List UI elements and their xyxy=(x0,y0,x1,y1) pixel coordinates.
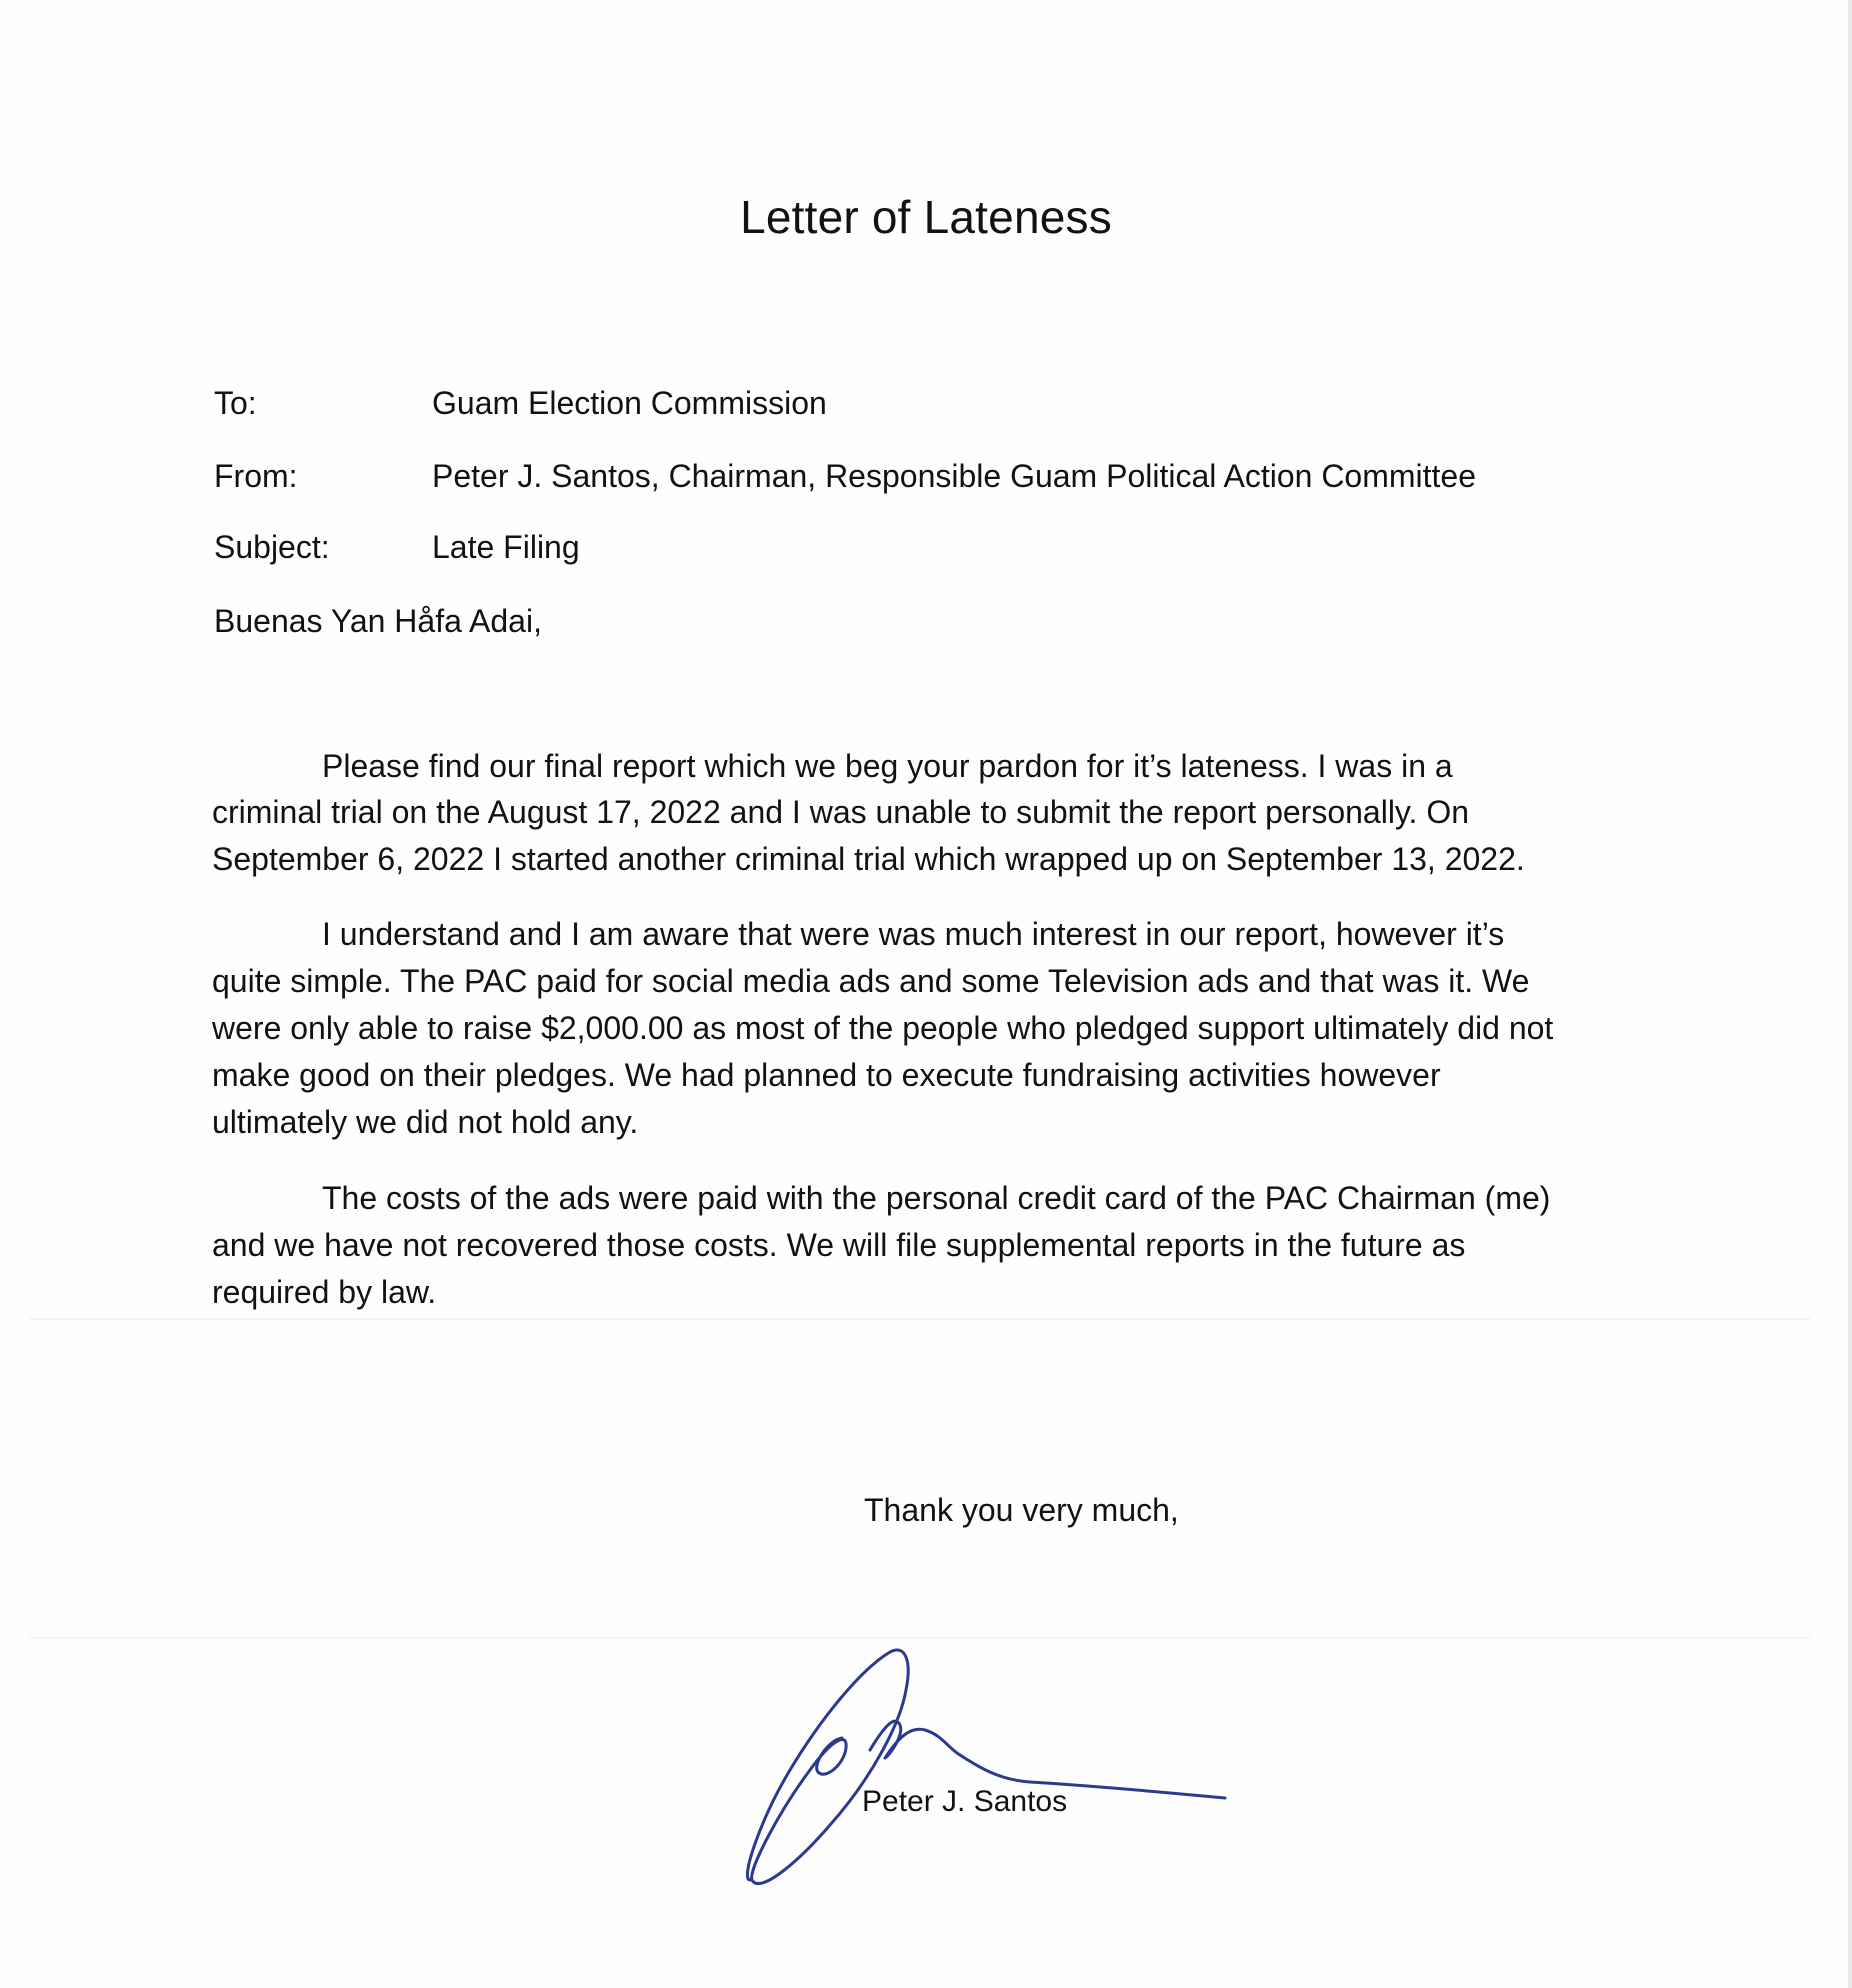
letter-title: Letter of Lateness xyxy=(740,191,1112,243)
paragraph-2-line: were only able to raise $2,000.00 as most of the people who pledged support ultimately did not xyxy=(212,1010,1554,1046)
paragraph-1-line: criminal trial on the August 17, 2022 and I was unable to submit the report personally. On xyxy=(212,794,1470,830)
page-edge xyxy=(1848,0,1852,1988)
scan-artifact-line xyxy=(30,1318,1810,1320)
signature-stroke xyxy=(747,1650,908,1884)
paragraph-1-line: Please find our final report which we beg your pardon for it’s lateness. I was in a xyxy=(322,748,1453,784)
handwritten-signature xyxy=(720,1630,1240,1900)
subject-value: Late Filing xyxy=(432,529,580,565)
paragraph-3-line: and we have not recovered those costs. We will file supplemental reports in the future as xyxy=(212,1227,1466,1263)
paragraph-2-line: I understand and I am aware that were was much interest in our report, however it’s xyxy=(322,916,1505,952)
to-label: To: xyxy=(214,385,257,421)
from-label: From: xyxy=(214,458,298,494)
subject-label: Subject: xyxy=(214,529,330,565)
salutation: Buenas Yan Håfa Adai, xyxy=(214,603,542,639)
paragraph-3-line: The costs of the ads were paid with the personal credit card of the PAC Chairman (me) xyxy=(322,1180,1551,1216)
paragraph-2-line: quite simple. The PAC paid for social media ads and some Television ads and that was it. We xyxy=(212,963,1530,999)
paragraph-2-line: make good on their pledges. We had planned to execute fundraising activities however xyxy=(212,1057,1441,1093)
paragraph-3-line: required by law. xyxy=(212,1274,437,1310)
to-value: Guam Election Commission xyxy=(432,385,827,421)
from-value: Peter J. Santos, Chairman, Responsible Guam Political Action Committee xyxy=(432,458,1477,494)
signer-name: Peter J. Santos xyxy=(862,1785,1068,1818)
paragraph-2-line: ultimately we did not hold any. xyxy=(212,1104,639,1140)
closing: Thank you very much, xyxy=(864,1492,1179,1528)
paragraph-1-line: September 6, 2022 I started another criminal trial which wrapped up on September 13, 2022. xyxy=(212,841,1525,877)
